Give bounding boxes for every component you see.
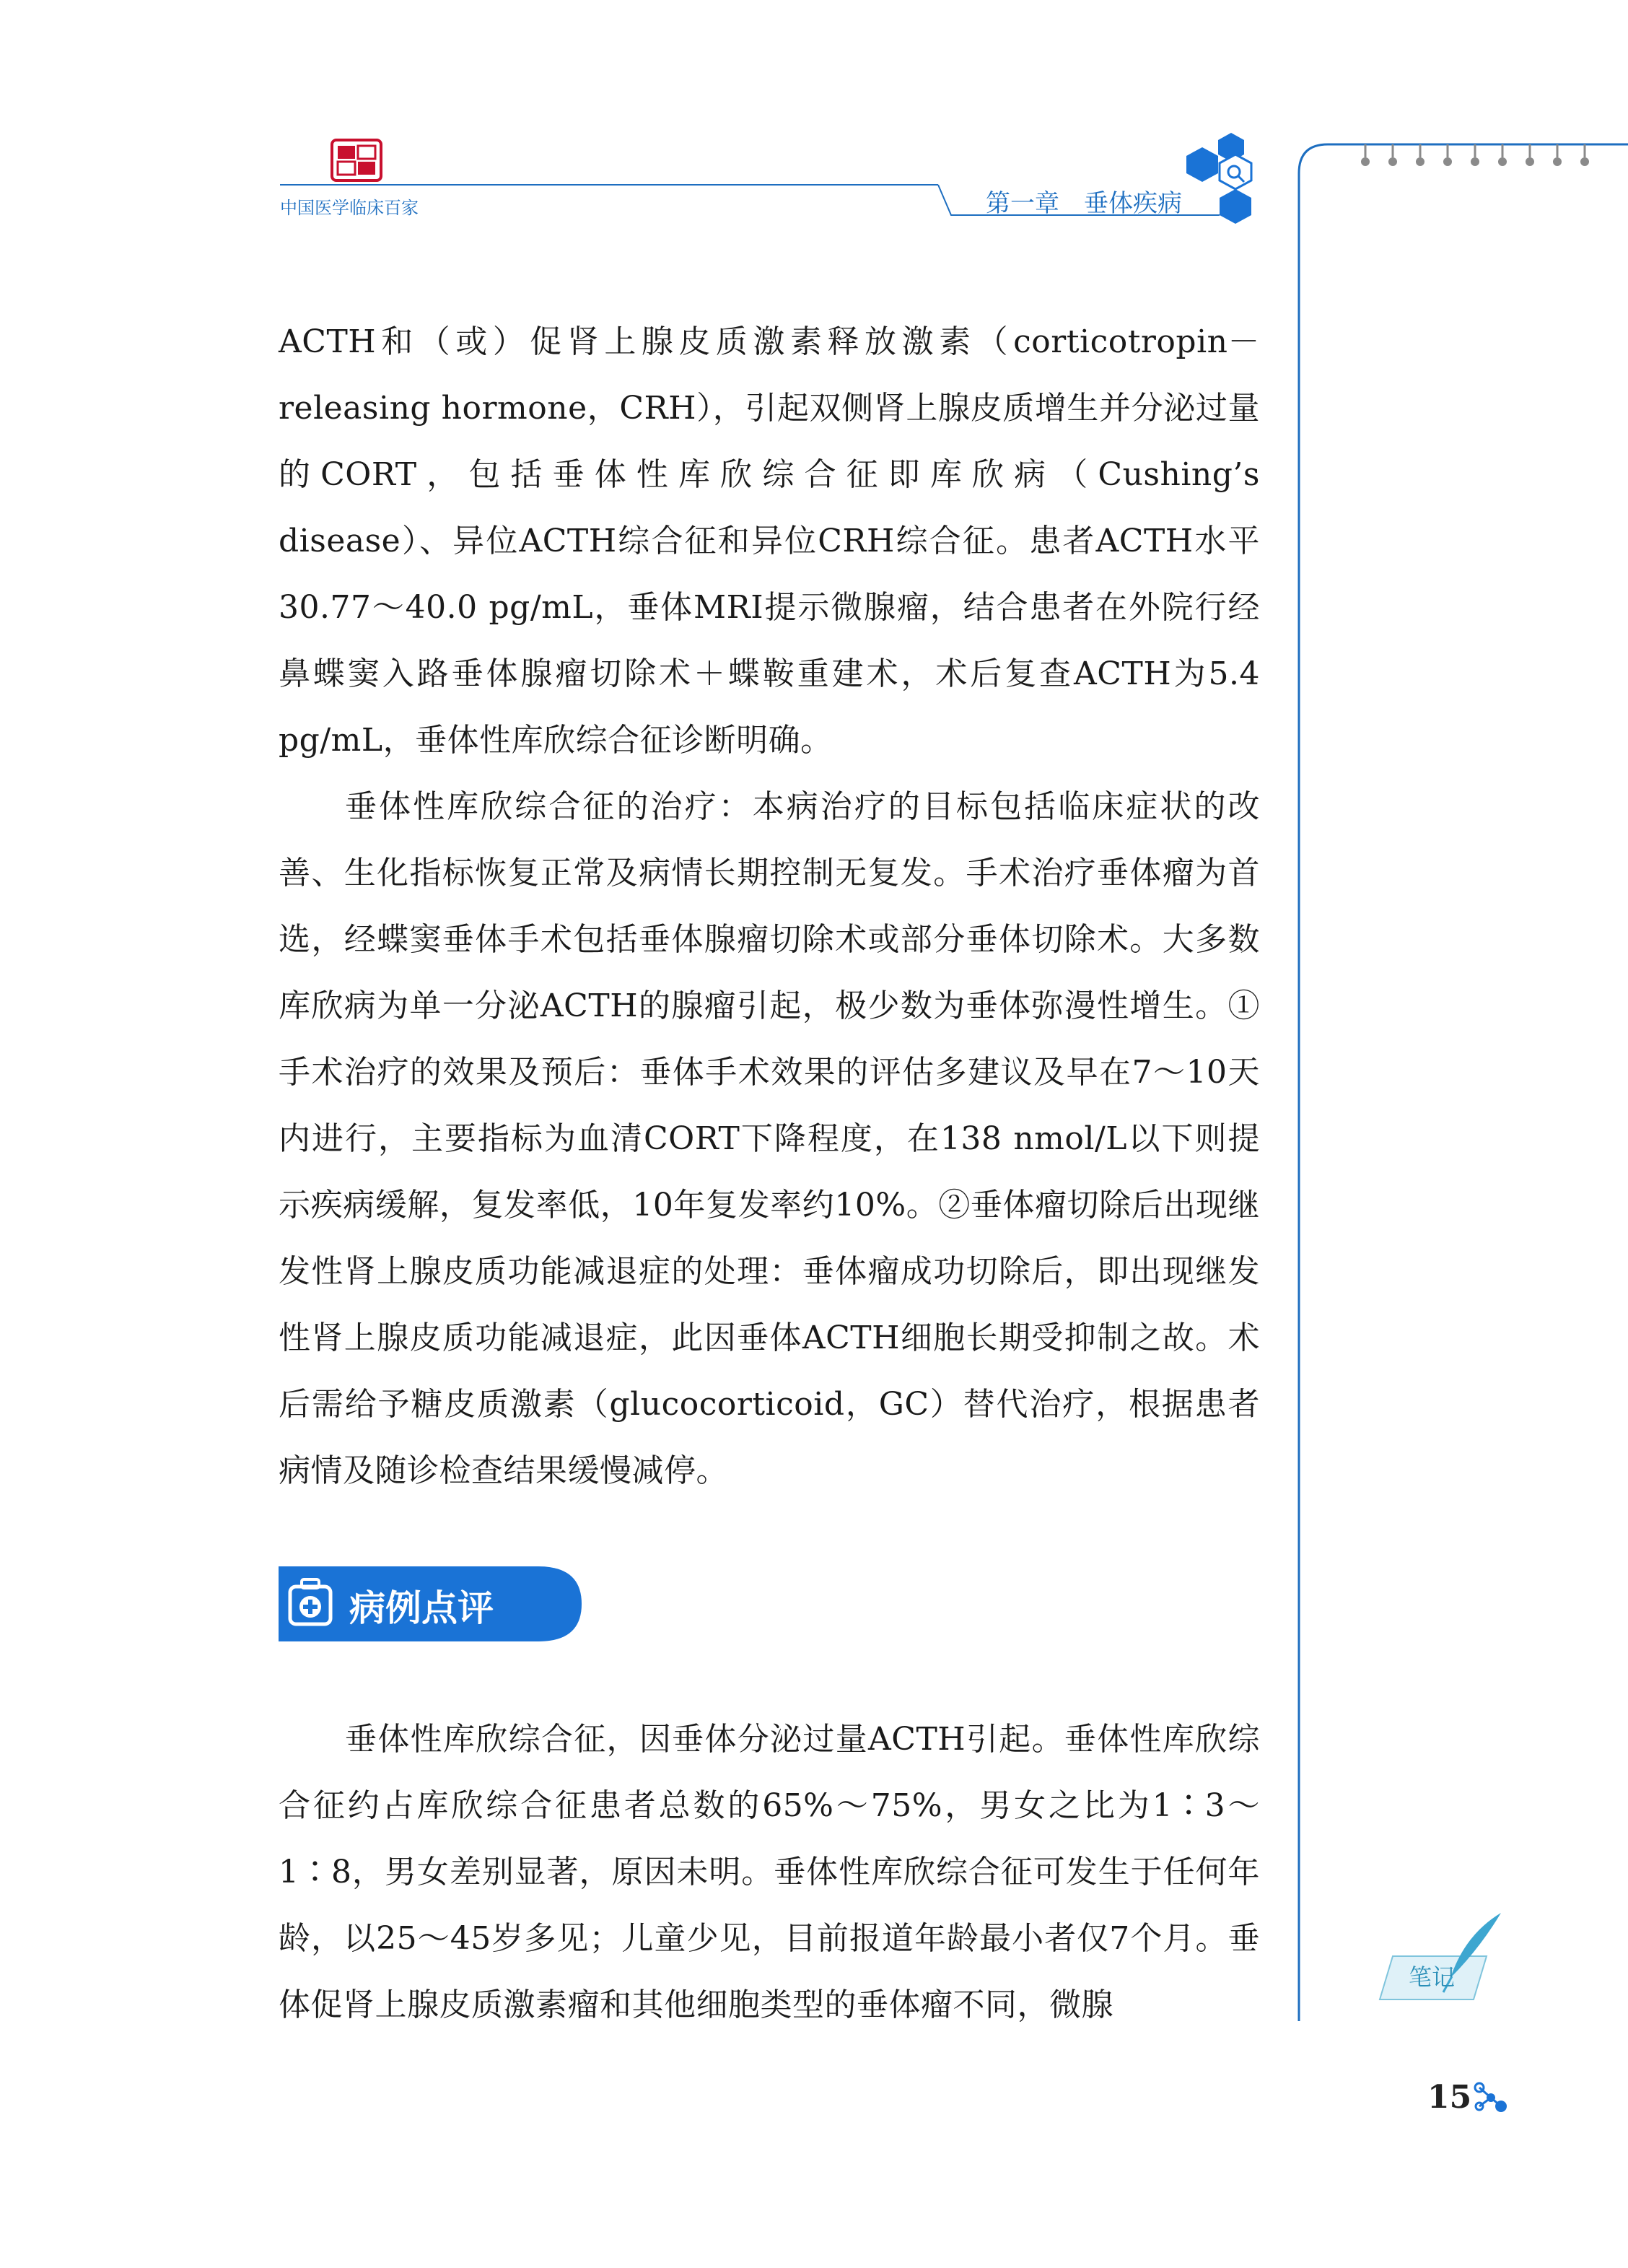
molecule-icon <box>1472 2079 1508 2115</box>
brand-name: 中国医学临床百家 <box>280 198 419 218</box>
notes-margin <box>1285 130 1628 2036</box>
hexagon-magnifier-icon <box>1186 133 1251 224</box>
section-title: 病例点评 <box>349 1587 494 1629</box>
paragraph-2: 垂体性库欣综合征的治疗：本病治疗的目标包括临床症状的改善、生化指标恢复正常及病情长期控制无复发。手术治疗垂体瘤为首选，经蝶窦垂体手术包括垂体腺瘤切除术或部分垂体切除术。大多数库欣病为单一分泌ACTH的腺瘤引起，极少数为垂体弥漫性增生。①手术治疗的效果及预后：垂体手术效果的评估多建议及早在7～10天内进行，主要指标为血清CORT下降程度，在138 nmol/L以下则提示疾病缓解，复发率低，10年复发率约10%。②垂体瘤切除后出现继发性肾上腺皮质功能减退症的处理：垂体瘤成功切除后，即出现继发性肾上腺皮质功能减退症，此因垂体ACTH细胞长期受抑制之故。术后需给予糖皮质激素（glucocorticoid，GC）替代治疗，根据患者病情及随诊检查结果缓慢减停。 <box>279 788 1260 1489</box>
chapter-title: 第一章 垂体疾病 <box>986 189 1182 218</box>
binder-ring-icon <box>1361 157 1589 166</box>
paragraph-3: 垂体性库欣综合征，因垂体分泌过量ACTH引起。垂体性库欣综合征约占库欣综合征患者总数的65%～75%，男女之比为1∶3～1∶8，男女差别显著，原因未明。垂体性库欣综合征可发生于任何年龄，以25～45岁多见；儿童少见，目前报道年龄最小者仅7个月。垂体促肾上腺皮质激素瘤和其他细胞类型的垂体瘤不同，微腺 <box>279 1721 1260 2023</box>
page-number: 15 <box>1427 2079 1472 2116</box>
notes-label: 笔记 <box>1409 1963 1456 1991</box>
paragraph-1: ACTH和（或）促肾上腺皮质激素释放激素（corticotropin－releasing hormone，CRH），引起双侧肾上腺皮质增生并分泌过量的CORT，包括垂体性库欣综合征即库欣病（Cushing’s disease）、异位ACTH综合征和异位CRH综合征。患者ACTH水平30.77～40.0 pg/mL，垂体MRI提示微腺瘤，结合患者在外院行经鼻蝶窦入路垂体腺瘤切除术＋蝶鞍重建术，术后复查ACTH为5.4 pg/mL，垂体性库欣综合征诊断明确。 <box>279 323 1260 759</box>
